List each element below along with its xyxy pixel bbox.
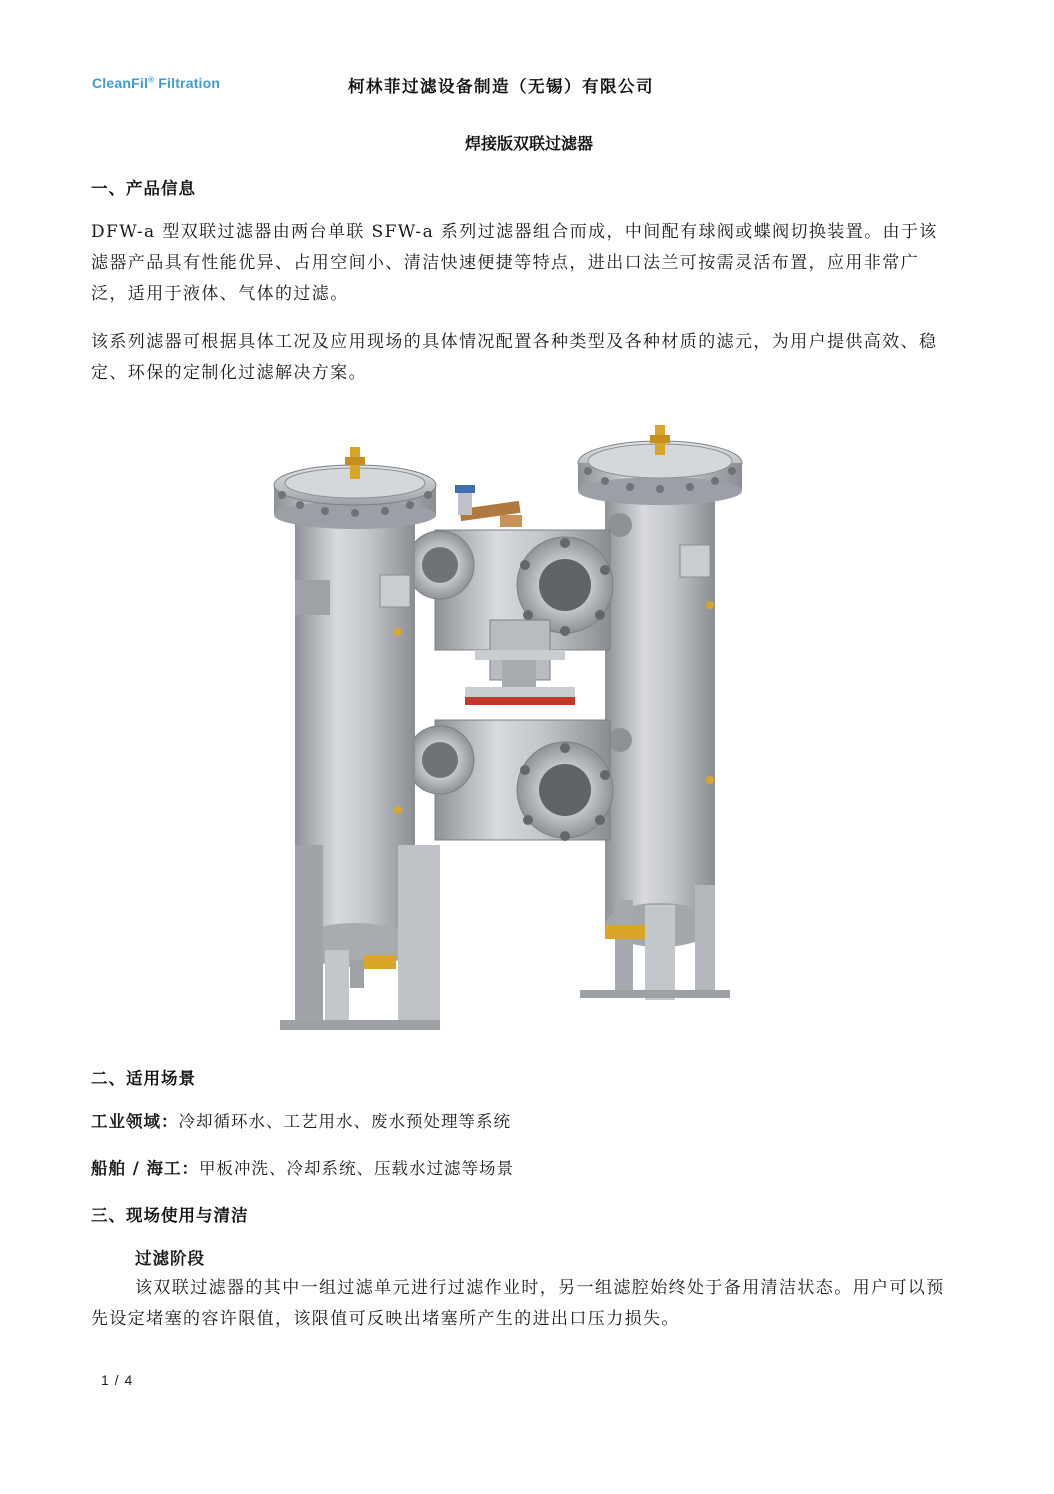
marine-text: 甲板冲洗、冷却系统、压载水过滤等场景: [199, 1159, 515, 1178]
product-info-paragraph-2: 该系列滤器可根据具体工况及应用现场的具体情况配置各种类型及各种材质的滤元，为用户提供高效、稳定、环保的定制化过滤解决方案。: [91, 332, 938, 383]
section-heading-product-info: 一、产品信息: [91, 179, 196, 198]
marine-application-line: [91, 1155, 514, 1179]
section-heading-usage-cleaning: 三、现场使用与清洁: [91, 1206, 249, 1225]
company-logo: CleanFil® Filtration: [92, 75, 221, 91]
sub-heading-filtration-stage: 过滤阶段: [135, 1249, 205, 1268]
center-switching-valve: [406, 485, 613, 841]
section-heading-applications: 二、适用场景: [91, 1069, 196, 1088]
right-filter-vessel: [578, 425, 742, 1000]
document-title: 焊接版双联过滤器: [464, 134, 593, 153]
industry-label: 工业领域：: [91, 1112, 179, 1131]
duplex-filter-illustration: [270, 405, 750, 1035]
product-info-paragraph-1: DFW-a 型双联过滤器由两台单联 SFW-a 系列过滤器组合而成，中间配有球阀或蝶阀切换装置。由于该滤器产品具有性能优异、占用空间小、清洁快速便捷等特点，进出口法兰可按需灵活布置，应用非常广泛，适用于液体、气体的过滤。: [91, 222, 938, 304]
filtration-stage-paragraph: 该双联过滤器的其中一组过滤单元进行过滤作业时，另一组滤腔始终处于备用清洁状态。用户可以预先设定堵塞的容许限值，该限值可反映出堵塞所产生的进出口压力损失。: [91, 1278, 945, 1329]
industry-application-line: [91, 1108, 511, 1132]
industry-text: 冷却循环水、工艺用水、废水预处理等系统: [178, 1112, 511, 1131]
company-name: 柯林菲过滤设备制造（无锡）有限公司: [348, 77, 654, 96]
marine-label: 船舶 / 海工：: [91, 1159, 200, 1178]
page-number: 1 / 4: [101, 1372, 134, 1388]
